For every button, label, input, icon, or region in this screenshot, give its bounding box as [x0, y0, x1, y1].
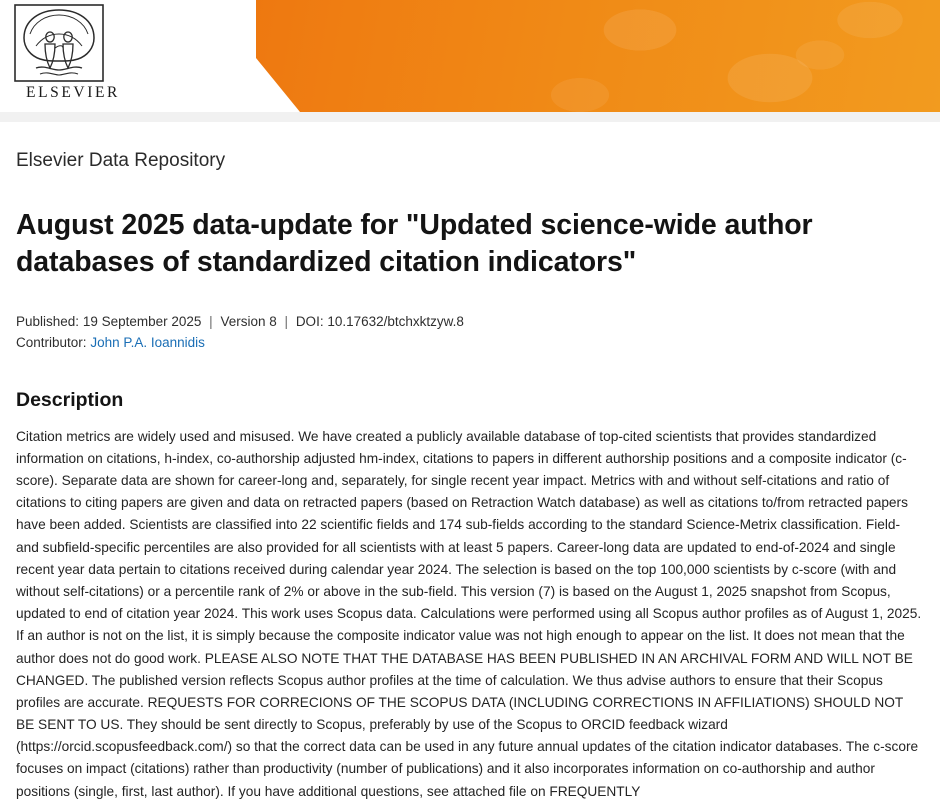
published-date: 19 September 2025 — [82, 313, 202, 329]
page-content — [0, 150, 940, 803]
description-heading: Description — [16, 388, 124, 411]
version-label: Version — [220, 313, 266, 329]
contributor-link[interactable]: John P.A. Ioannidis — [90, 335, 205, 351]
doi-label: DOI: — [295, 313, 324, 329]
page-title: August 2025 data-update for "Updated science-wide author databases of standardized citation indicators" — [16, 209, 813, 278]
doi-value: 10.17632/btchxktzyw.8 — [327, 313, 464, 329]
elsevier-tree-logo-icon — [14, 4, 104, 82]
contributor-label: Contributor: — [16, 335, 87, 351]
elsevier-wordmark: ELSEVIER — [26, 84, 120, 101]
banner-divider — [0, 112, 940, 122]
description-body: Citation metrics are widely used and misused. We have created a publicly available database of top-cited scientists that provides standardized information on citations, h-index, co-authorship adjusted hm-index, citations to papers in different authorship positions and a composite indicator (c-score). Separate data are shown for career-long and, separately, for single recent year impact. Metrics with and without self-citations and ratio of citations to citing papers are given and data on retracted papers (based on Retraction Watch database) as well as citations to/from retracted papers have been added. Scientists are classified into 22 scientific fields and 174 sub-fields according to the standard Science-Metrix classification. Field- and subfield-specific percentiles are also provided for all scientists with at least 5 papers. Career-long data are updated to end-of-2024 and single recent year data pertain to citations received during calendar year 2024. The selection is based on the top 100,000 scientists by c-score (with and without self-citations) or a percentile rank of 2% or above in the sub-field. This version (7) is based on the August 1, 2025 snapshot from Scopus, updated to end of citation year 2024. This work uses Scopus data. Calculations were performed using all Scopus author profiles as of August 1, 2025. If an author is not on the list, it is simply because the composite indicator value was not high enough to appear on the list. It does not mean that the author does not do good work. PLEASE ALSO NOTE THAT THE DATABASE HAS BEEN PUBLISHED IN AN ARCHIVAL FORM AND WILL NOT BE CHANGED. The published version reflects Scopus author profiles at the time of calculation. We thus advise authors to ensure that their Scopus profiles are accurate. REQUESTS FOR CORRECIONS OF THE SCOPUS DATA (INCLUDING CORRECTIONS IN AFFILIATIONS) SHOULD NOT BE SENT TO US. They should be sent directly to Scopus, preferably by use of the Scopus to ORCID feedback wizard (https://orcid.scopusfeedback.com/) so that the correct data can be used in any future annual updates of the citation indicator databases. The c-score focuses on impact (citations) rather than productivity (number of publications) and it also incorporates information on co-authorship and author positions (single, first, last author). If you have additional questions, see attached file on FREQUENTLY — [16, 428, 922, 799]
meta-separator-1: | — [209, 313, 213, 329]
meta-separator-2: | — [284, 313, 289, 329]
repository-name: Elsevier Data Repository — [16, 150, 226, 171]
version-number: 8 — [269, 313, 277, 329]
site-header-banner — [0, 0, 940, 122]
elsevier-logo[interactable] — [14, 4, 210, 108]
contributor-line — [16, 333, 924, 353]
document-metadata — [16, 312, 924, 332]
published-label: Published: — [16, 313, 80, 329]
